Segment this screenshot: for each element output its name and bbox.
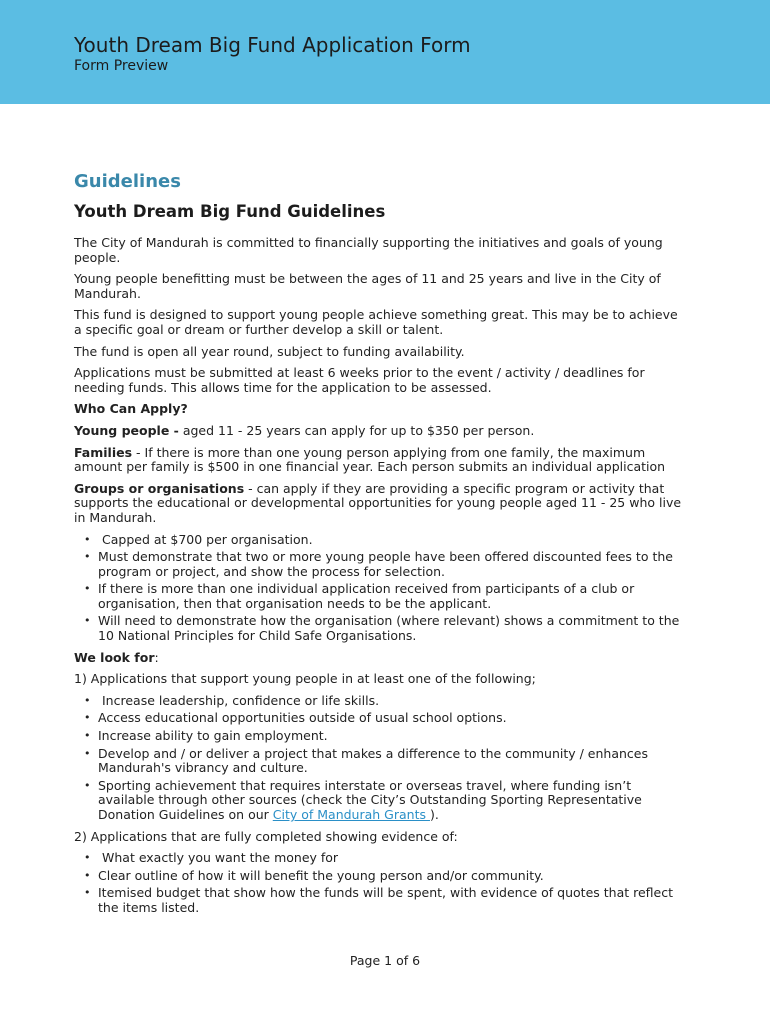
list-item: • Itemised budget that show how the funds will be spent, with evidence of quotes that reflect the items listed. (94, 886, 684, 915)
form-subtitle: Form Preview (74, 58, 169, 74)
form-title: Youth Dream Big Fund Application Form (74, 33, 471, 57)
list-item: • Develop and / or deliver a project that makes a difference to the community / enhances Mandurah's vibrancy and culture. (94, 747, 684, 776)
families-label: Families (74, 444, 133, 460)
list-item: • Increase leadership, confidence or life skills. (94, 694, 684, 709)
paragraph: The City of Mandurah is committed to financially supporting the initiatives and goals of young people. (74, 235, 663, 265)
young-people-paragraph: Young people - aged 11 - 25 years can apply for up to $350 per person. (74, 422, 535, 438)
criteria-2: 2) Applications that are fully completed showing evidence of: (74, 828, 458, 844)
list-item: • Access educational opportunities outside of usual school options. (94, 711, 684, 726)
list-item: • What exactly you want the money for (94, 851, 684, 866)
families-paragraph: Families - If there is more than one young person applying from one family, the maximum amount per family is $500 in one financial year. Each person submits an individual application (74, 444, 666, 475)
groups-paragraph: Groups or organisations - can apply if they are providing a specific program or activity that supports the educational or developmental opportunities for young people aged 11 - 25 who live in Mandurah. (74, 480, 682, 525)
criteria-1: 1) Applications that support young people in at least one of the following; (74, 671, 536, 687)
guidelines-content (74, 171, 684, 923)
list-item: • Must demonstrate that two or more young people have been offered discounted fees to the program or project, and show the process for selection. (94, 550, 684, 579)
young-people-label: Young people - (74, 422, 179, 438)
list-item: • Capped at $700 per organisation. (94, 533, 684, 548)
paragraph: Young people benefitting must be between the ages of 11 and 25 years and live in the City of Mandurah. (74, 271, 661, 301)
list-item: • Sporting achievement that requires interstate or overseas travel, where funding isn’t available through other sources (check the City’s Outstanding Sporting Representative Donation Guidelines on our City of Mandurah Grants ). (94, 779, 684, 823)
header-banner (0, 0, 770, 104)
list-item: • Clear outline of how it will benefit the young person and/or community. (94, 869, 684, 884)
criteria-1-list (74, 694, 684, 823)
list-item: • If there is more than one individual application received from participants of a club or organisation, then that organisation needs to be the applicant. (94, 582, 684, 611)
paragraph: This fund is designed to support young people achieve something great. This may be to achieve a specific goal or dream or further develop a skill or talent. (74, 307, 678, 337)
page-number: Page 1 of 6 (349, 953, 421, 968)
section-title: Guidelines (74, 171, 181, 192)
city-of-mandurah-grants-link[interactable]: City of Mandurah Grants (272, 807, 430, 822)
guidelines-title: Youth Dream Big Fund Guidelines (74, 202, 386, 221)
list-item: • Increase ability to gain employment. (94, 729, 684, 744)
groups-label: Groups or organisations (74, 480, 245, 496)
we-look-for-heading: We look for: (74, 649, 159, 665)
criteria-2-list (74, 851, 684, 915)
paragraph: The fund is open all year round, subject to funding availability. (74, 343, 465, 359)
list-item: • Will need to demonstrate how the organisation (where relevant) shows a commitment to the 10 National Principles for Child Safe Organisations. (94, 614, 684, 643)
group-requirements-list (74, 533, 684, 644)
paragraph: Applications must be submitted at least 6 weeks prior to the event / activity / deadlines for needing funds. This allows time for the application to be assessed. (74, 365, 645, 395)
who-can-apply-heading: Who Can Apply? (74, 401, 188, 417)
